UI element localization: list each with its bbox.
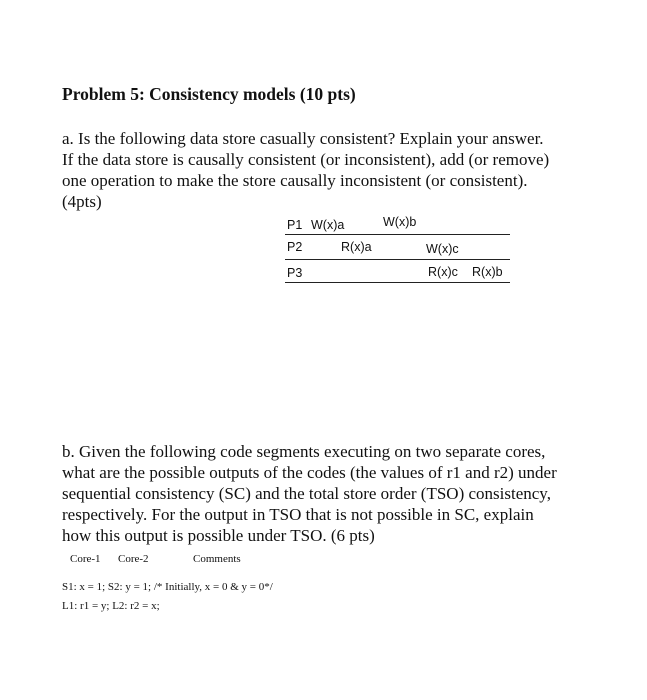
code-header-core-2: Core-2	[118, 553, 149, 565]
code-header-core-1: Core-1	[70, 553, 101, 565]
part-b-line-1: b. Given the following code segments executing on two separate cores,	[62, 442, 546, 461]
code-line-2: L1: r1 = y; L2: r2 = x;	[62, 600, 160, 612]
part-a-question	[62, 128, 549, 212]
history-op: W(x)c	[426, 242, 459, 256]
part-a-line-4: (4pts)	[62, 192, 102, 211]
timeline-rule-p1	[285, 234, 510, 235]
history-op: R(x)a	[341, 240, 372, 254]
part-b-question	[62, 441, 557, 546]
history-op: W(x)a	[311, 218, 345, 232]
part-b-line-5: how this output is possible under TSO. (6 pts)	[62, 526, 375, 545]
part-b-line-4: respectively. For the output in TSO that is not possible in SC, explain	[62, 505, 534, 524]
part-a-line-1: a. Is the following data store casually consistent? Explain your answer.	[62, 129, 544, 148]
process-label-p2: P2	[287, 240, 303, 254]
history-op: R(x)b	[472, 265, 503, 279]
part-a-line-3: one operation to make the store causally inconsistent (or consistent).	[62, 171, 528, 190]
timeline-rule-p2	[285, 259, 510, 260]
part-b-line-3: sequential consistency (SC) and the total store order (TSO) consistency,	[62, 484, 551, 503]
timeline-rule-p3	[285, 282, 510, 283]
history-diagram	[285, 214, 510, 286]
code-line-1: S1: x = 1; S2: y = 1; /* Initially, x = 0 & y = 0*/	[62, 581, 273, 593]
process-label-p1: P1	[287, 218, 303, 232]
history-op: W(x)b	[383, 215, 417, 229]
problem-title: Problem 5: Consistency models (10 pts)	[62, 84, 356, 104]
history-op: R(x)c	[428, 265, 458, 279]
part-a-line-2: If the data store is causally consistent (or inconsistent), add (or remove)	[62, 150, 550, 169]
part-b-line-2: what are the possible outputs of the codes (the values of r1 and r2) under	[62, 463, 557, 482]
process-label-p3: P3	[287, 266, 303, 280]
code-header-comments: Comments	[193, 553, 241, 565]
